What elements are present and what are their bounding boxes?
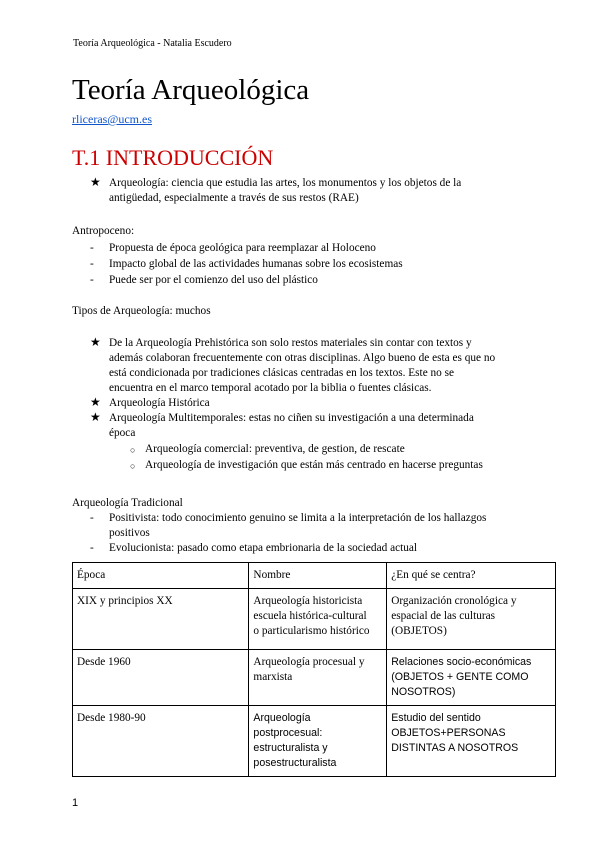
cell-epoca: XIX y principios XX (73, 589, 249, 650)
dash-bullet-icon: - (90, 258, 94, 270)
antropoceno-label: Antropoceno: (72, 225, 135, 237)
document-title: Teoría Arqueológica (72, 74, 310, 106)
list-item: ★ De la Arqueología Prehistórica son solo restos materiales sin contar con textos y además colaboran frecuentemente con otras disciplinas. Algo bueno de esta es que no está condicionada por tradiciones clásicas centradas en los textos. Este no se encuentra en el marco temporal acotado por la biblia o fuentes clásicas. (90, 335, 496, 394)
email-link[interactable]: rliceras@ucm.es (72, 112, 153, 126)
cell-nombre: Arqueología historicista escuela histórica-cultural o particularismo histórico (249, 589, 387, 650)
star-bullet-icon: ★ (90, 395, 101, 409)
tipos-label-block (72, 304, 532, 319)
tipos-list (72, 336, 532, 473)
cell-nombre: Arqueología procesual y marxista (249, 650, 387, 706)
table-row (73, 589, 556, 650)
dash-bullet-icon: - (90, 512, 94, 524)
list-item: ★ Arqueología: ciencia que estudia las artes, los monumentos y los objetos de la antigüedad, especialmente a través de sus restos (RAE) (90, 175, 462, 204)
header-nombre: Nombre (249, 563, 387, 589)
cell-nombre: Arqueología postprocesual: estructuralista y posestructuralista (249, 706, 387, 777)
table-row (73, 706, 556, 777)
star-bullet-icon: ★ (90, 410, 101, 424)
star-bullet-icon: ★ (90, 335, 101, 349)
table-row (73, 650, 556, 706)
list-item: ○ Arqueología de investigación que están más centrado en hacerse preguntas (72, 458, 532, 473)
intro-block (72, 176, 532, 206)
list-item: - Propuesta de época geológica para reemplazar al Holoceno (90, 242, 376, 254)
cell-centra: Organización cronológica y espacial de las culturas (OBJETOS) (387, 589, 556, 650)
cell-epoca: Desde 1960 (73, 650, 249, 706)
dash-bullet-icon: - (90, 242, 94, 254)
archaeology-table (72, 562, 556, 777)
cell-epoca: Desde 1980-90 (73, 706, 249, 777)
header-centra: ¿En qué se centra? (387, 563, 556, 589)
section-heading: T.1 INTRODUCCIÓN (72, 145, 274, 170)
cell-centra: Relaciones socio-económicas (OBJETOS + GENTE COMO NOSOTROS) (387, 650, 556, 706)
page-number: 1 (72, 797, 79, 809)
cell-centra: Estudio del sentido OBJETOS+PERSONAS DISTINTAS A NOSOTROS (387, 706, 556, 777)
list-item: - Puede ser por el comienzo del uso del plástico (90, 274, 318, 286)
list-item: ★ Arqueología Multitemporales: estas no ciñen su investigación a una determinada época (90, 410, 474, 439)
header-epoca: Época (73, 563, 249, 589)
antropoceno-block (72, 224, 532, 288)
tradicional-block (72, 496, 532, 556)
list-item: ○ Arqueología comercial: preventiva, de gestion, de rescate (72, 442, 532, 457)
dash-bullet-icon: - (90, 542, 94, 554)
list-item: ★ Arqueología Histórica (90, 395, 210, 409)
circle-bullet-icon: ○ (130, 445, 136, 455)
circle-bullet-icon: ○ (130, 461, 136, 471)
dash-bullet-icon: - (90, 274, 94, 286)
list-item: - Evolucionista: pasado como etapa embrionaria de la sociedad actual (90, 542, 418, 554)
star-bullet-icon: ★ (90, 175, 101, 189)
running-header: Teoría Arqueológica - Natalia Escudero (73, 38, 232, 49)
list-item: - Positivista: todo conocimiento genuino se limita a la interpretación de los hallazgos positivos (90, 512, 487, 539)
tipos-label: Tipos de Arqueología: muchos (72, 305, 211, 317)
list-item: - Impacto global de las actividades humanas sobre los ecosistemas (90, 258, 403, 270)
tradicional-label: Arqueología Tradicional (72, 497, 183, 509)
table-header-row (73, 563, 556, 589)
